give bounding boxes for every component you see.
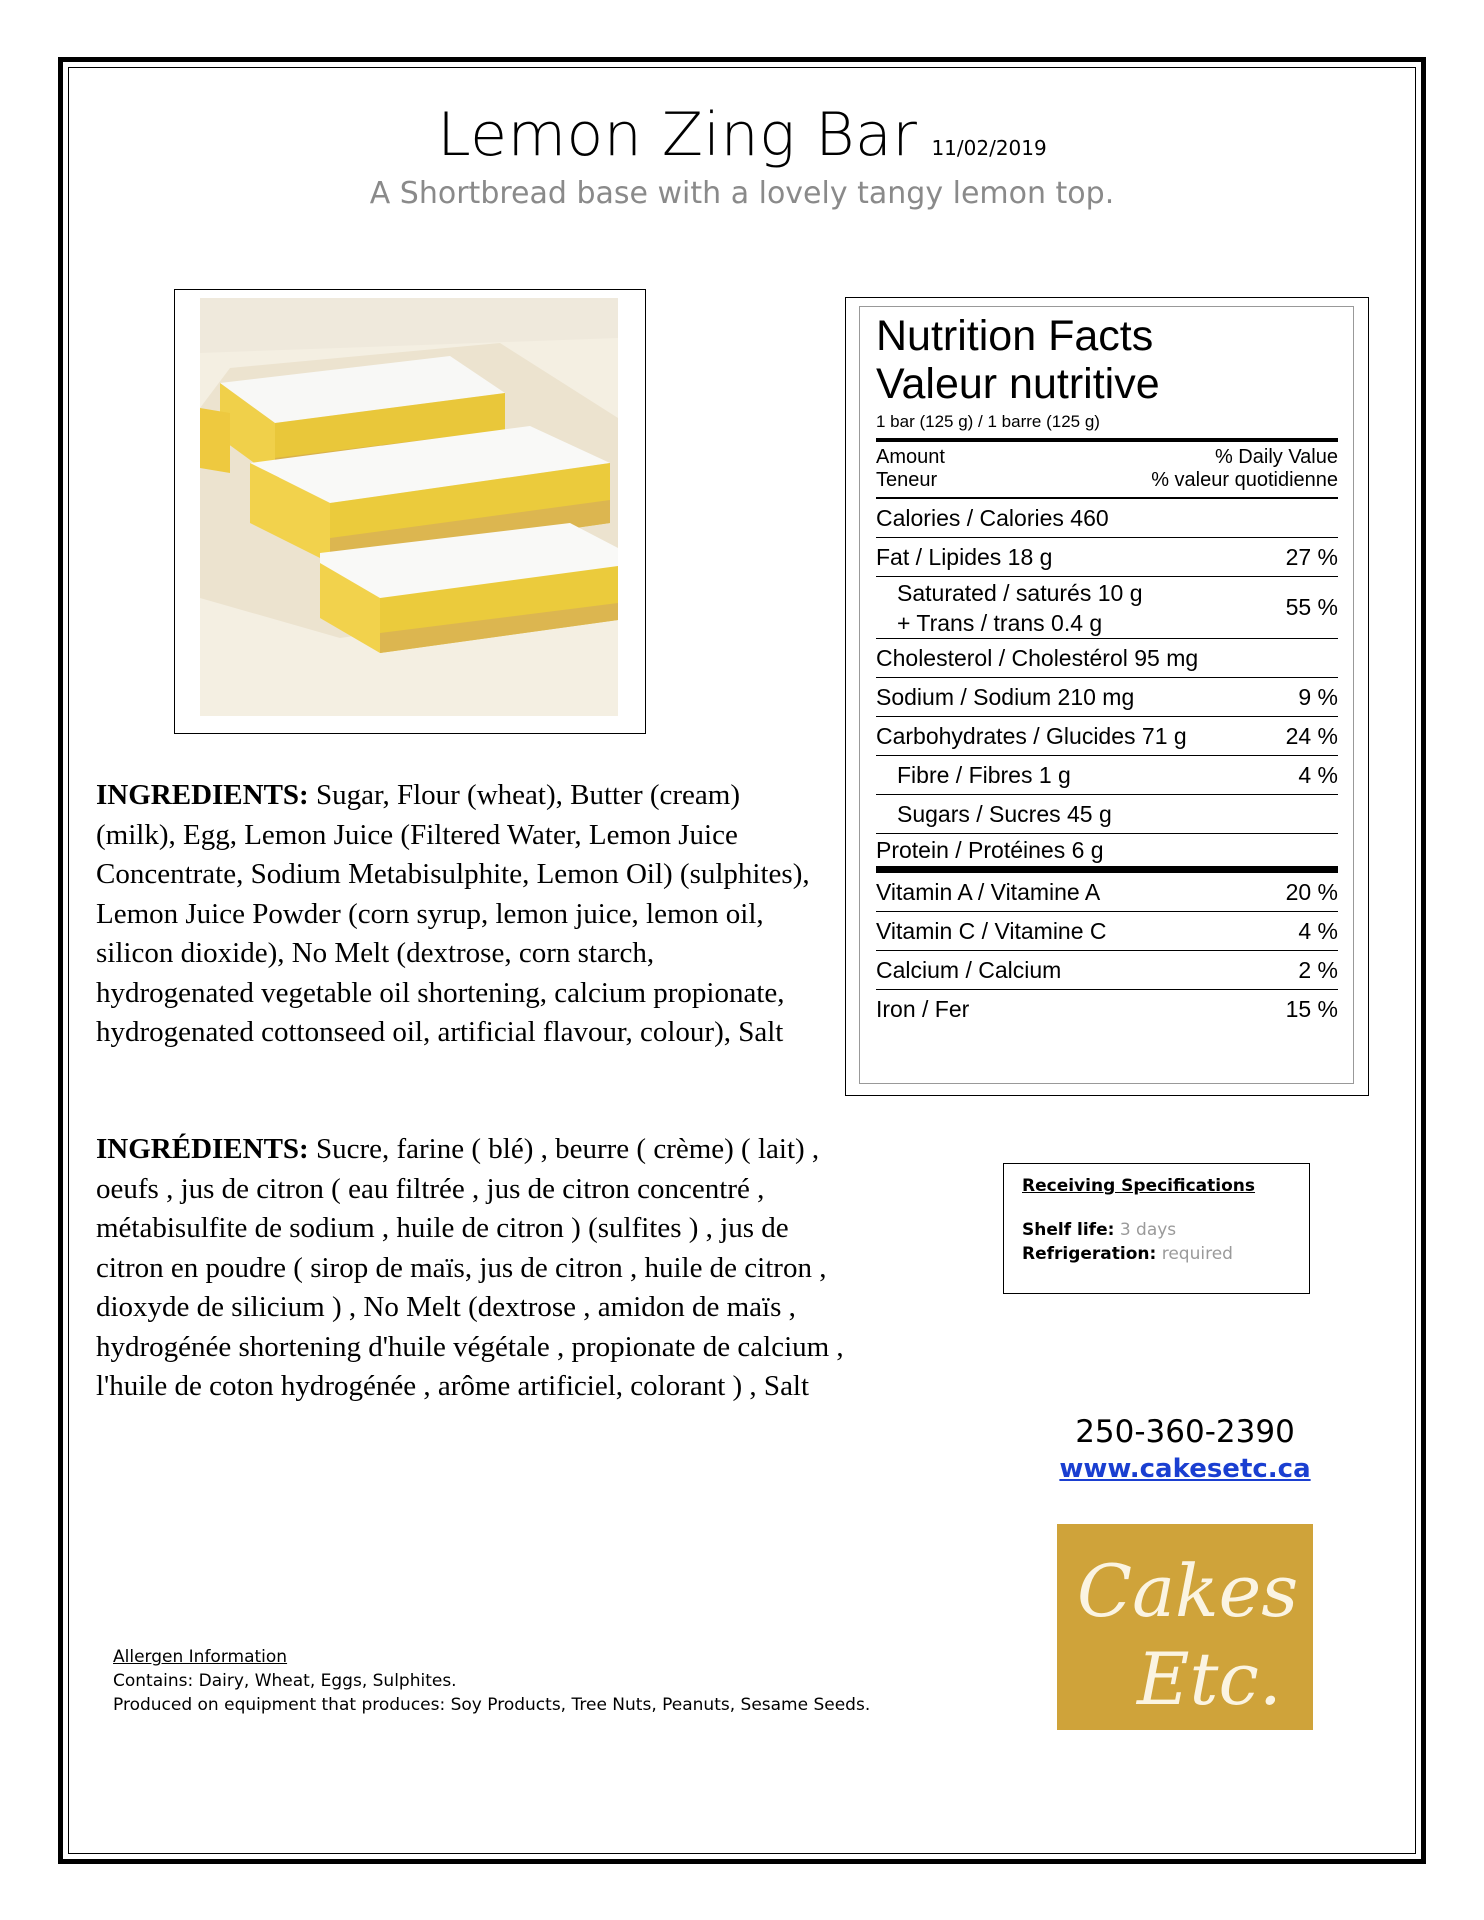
shelf-life-line — [1022, 1220, 1291, 1240]
ingredients-english — [96, 776, 816, 1053]
ingredients-heading-en: INGREDIENTS: — [96, 779, 309, 811]
allergen-equipment: Produced on equipment that produces: Soy Products, Tree Nuts, Peanuts, Sesame Seeds. — [113, 1695, 871, 1715]
phone-number: 250-360-2390 — [1075, 1414, 1295, 1450]
nutrient-label: Saturated / saturés 10 g — [897, 579, 1143, 606]
receiving-title: Receiving Specifications — [1022, 1176, 1256, 1196]
nutrient-row-cholesterol — [876, 639, 1338, 678]
allergen-title: Allergen Information — [113, 1647, 288, 1667]
title-row — [0, 100, 1484, 170]
nutrient-label: Fat / Lipides 18 g — [876, 543, 1053, 570]
ingredients-french — [96, 1130, 856, 1407]
nutrient-label: Carbohydrates / Glucides 71 g — [876, 722, 1187, 749]
nutrient-dv: 15 % — [1285, 996, 1338, 1022]
nutrient-label: Calcium / Calcium — [876, 956, 1062, 983]
nutrient-row-vitamin-c — [876, 912, 1338, 951]
nutrient-row-vitamin-a — [876, 873, 1338, 912]
cakes-etc-logo — [1057, 1524, 1313, 1730]
nutrient-label: Vitamin A / Vitamine A — [876, 878, 1101, 905]
nutrition-title-en: Nutrition Facts — [876, 312, 1154, 360]
nutrient-label: Calories / Calories 460 — [876, 504, 1109, 531]
nutrient-label: Cholesterol / Cholestérol 95 mg — [876, 644, 1199, 671]
nutrient-dv: 9 % — [1298, 683, 1338, 710]
svg-text:Cakes: Cakes — [1077, 1549, 1299, 1633]
serving-size: 1 bar (125 g) / 1 barre (125 g) — [876, 412, 1338, 442]
nutrient-label: + Trans / trans 0.4 g — [897, 609, 1103, 636]
product-photo — [200, 298, 618, 716]
nutrient-dv: 20 % — [1285, 878, 1338, 905]
refrigeration-label: Refrigeration: — [1022, 1244, 1157, 1264]
nutrient-dv: 24 % — [1285, 722, 1338, 749]
nutrient-label: Vitamin C / Vitamine C — [876, 917, 1107, 944]
shelf-life-value: 3 days — [1119, 1220, 1177, 1240]
receiving-specifications — [1003, 1163, 1310, 1294]
svg-text:Etc.: Etc. — [1137, 1637, 1282, 1721]
nutrient-dv: 4 % — [1298, 761, 1338, 788]
nutrient-row-sugars — [876, 795, 1338, 834]
amount-label-fr: Teneur — [876, 469, 938, 491]
nutrient-row-calcium — [876, 951, 1338, 990]
nutrition-facts — [876, 312, 1338, 1029]
allergen-contains: Contains: Dairy, Wheat, Eggs, Sulphites. — [113, 1671, 457, 1691]
nutrient-dv: 55 % — [1285, 594, 1338, 620]
nutrient-row-calories — [876, 499, 1338, 538]
nutrient-dv: 4 % — [1298, 917, 1338, 944]
dv-label-fr: % valeur quotidienne — [1151, 469, 1338, 491]
nutrient-row-fibre — [876, 756, 1338, 795]
amount-label-en: Amount — [876, 446, 945, 468]
product-title: Lemon Zing Bar — [437, 100, 918, 170]
nutrient-label: Sugars / Sucres 45 g — [897, 800, 1112, 827]
nutrient-row-carbohydrates — [876, 717, 1338, 756]
ingredients-text-en: Sugar, Flour (wheat), Butter (cream) (milk), Egg, Lemon Juice (Filtered Water, Lemon Juice Concentrate, Sodium Metabisulphite, Lemon Oil) (sulphites), Lemon Juice Powder (corn syrup, lemon juice, lemon oil, silicon dioxide), No Melt (dextrose, corn starch, hydrogenated vegetable oil shortening, calcium propionate, hydrogenated cottonseed oil, artificial flavour, colour), Salt — [96, 779, 810, 1048]
nutrient-row-protein — [876, 834, 1338, 873]
ingredients-text-fr: Sucre, farine ( blé) , beurre ( crème) ( lait) , oeufs , jus de citron ( eau filtrée , jus de citron concentré , métabisulfite de sodium , huile de citron ) (sulfites ) , jus de citron en poudre ( sirop de maïs, jus de citron , huile de citron , dioxyde de silicium ) , No Melt (dextrose , amidon de maïs , hydrogénée shortening d'huile végétale , propionate de calcium , l'huile de coton hydrogénée , arôme artificiel, colorant ) , Salt — [96, 1133, 844, 1402]
nutrition-title-fr: Valeur nutritive — [876, 360, 1160, 408]
website-link[interactable]: www.cakesetc.ca — [1059, 1454, 1311, 1484]
nutrient-row-sodium — [876, 678, 1338, 717]
nutrition-header — [876, 442, 1338, 499]
shelf-life-label: Shelf life: — [1022, 1220, 1115, 1240]
nutrient-row-fat — [876, 538, 1338, 577]
nutrient-label: Protein / Protéines 6 g — [876, 836, 1104, 863]
ingredients-heading-fr: INGRÉDIENTS: — [96, 1133, 309, 1165]
dv-label-en: % Daily Value — [1214, 446, 1338, 468]
allergen-information — [113, 1645, 870, 1717]
nutrient-row-iron — [876, 990, 1338, 1029]
nutrient-dv: 27 % — [1285, 543, 1338, 570]
product-date: 11/02/2019 — [931, 136, 1047, 160]
nutrient-row-saturated — [876, 577, 1338, 639]
nutrient-dv: 2 % — [1298, 956, 1338, 983]
product-subtitle: A Shortbread base with a lovely tangy lemon top. — [369, 176, 1115, 211]
nutrient-label: Fibre / Fibres 1 g — [897, 761, 1071, 788]
refrigeration-value: required — [1161, 1244, 1233, 1264]
nutrient-label: Iron / Fer — [876, 996, 970, 1022]
nutrient-label: Sodium / Sodium 210 mg — [876, 683, 1135, 710]
refrigeration-line — [1022, 1244, 1291, 1264]
